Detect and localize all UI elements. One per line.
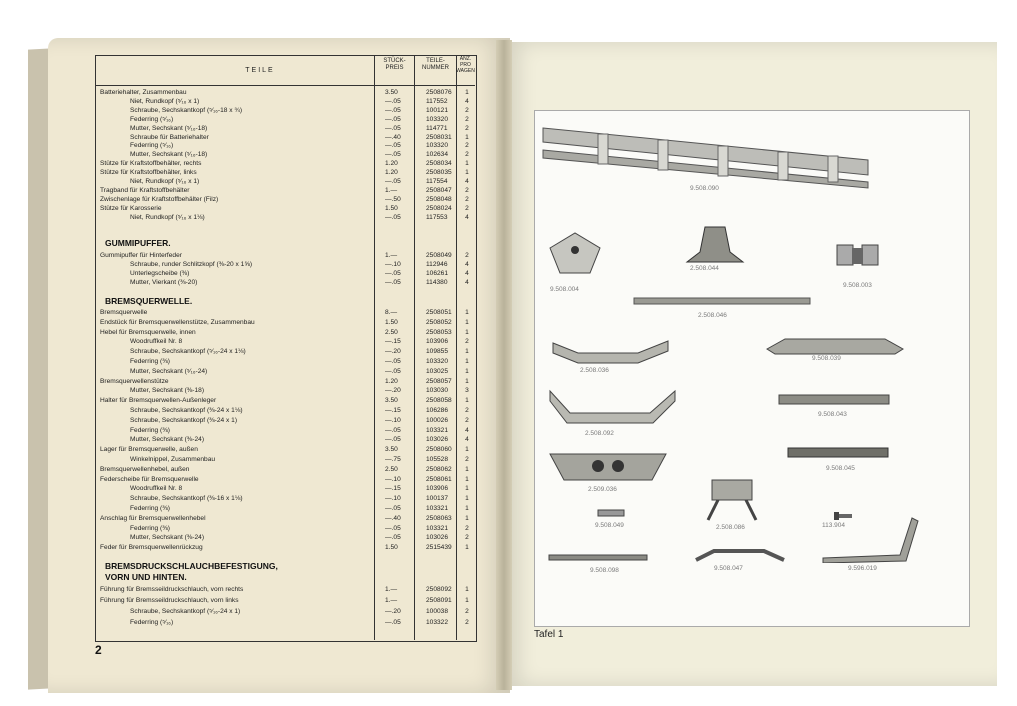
- part-number: 114771: [426, 124, 448, 132]
- part-name: Federring (⁵⁄₁₆): [130, 142, 174, 150]
- part-quantity: 1: [465, 544, 469, 552]
- part-number: 103321: [426, 524, 449, 532]
- caption-mount: 2.508.044: [690, 265, 719, 272]
- table-row: [100, 178, 470, 186]
- part-price: 1.—: [385, 586, 398, 593]
- part-name: Mutter, Sechskant (⅜-24): [130, 436, 205, 444]
- part-quantity: 2: [465, 534, 469, 542]
- part-number: 2508049: [426, 252, 452, 259]
- part-name: Batteriehalter, Zusammenbau: [100, 89, 187, 96]
- part-number: 100121: [426, 106, 449, 114]
- part-price: —.50: [385, 195, 401, 203]
- part-price: —.05: [385, 505, 401, 512]
- part-price: 2.50: [385, 328, 398, 336]
- spine: [496, 40, 512, 690]
- caption-strip-b: 9.508.045: [826, 465, 855, 472]
- part-quantity: 2: [465, 608, 469, 615]
- part-name: Tragband für Kraftstoffbehälter: [100, 186, 190, 194]
- table-row: [100, 619, 470, 627]
- part-quantity: 4: [465, 436, 469, 444]
- part-name: Federring (⅜): [130, 426, 170, 434]
- page-number: 2: [95, 643, 102, 657]
- table-row: [100, 407, 470, 415]
- table-row: [100, 417, 470, 425]
- frame-illustration: [538, 120, 878, 190]
- table-row: [100, 116, 470, 124]
- table-row: [100, 397, 470, 405]
- part-quantity: 2: [465, 115, 469, 123]
- part-quantity: 2: [465, 142, 469, 150]
- caption-strip-a: 9.508.043: [818, 411, 847, 418]
- table-row: [100, 89, 470, 97]
- part-price: 1.—: [385, 597, 398, 604]
- table-row: [100, 107, 470, 115]
- part-quantity: 2: [465, 195, 469, 203]
- part-quantity: 4: [465, 278, 469, 286]
- part-price: —.05: [385, 358, 401, 365]
- part-quantity: 4: [465, 426, 469, 434]
- table-row: [100, 446, 470, 454]
- part-name: Mutter, Sechskant (⁵⁄₁₆-18): [130, 124, 208, 132]
- small-part-illustration: [597, 508, 625, 518]
- part-quantity: 1: [465, 377, 469, 385]
- arm-illustration: [820, 513, 920, 563]
- hinge-illustration: [835, 240, 880, 275]
- caption-small-part: 9.508.049: [595, 522, 624, 529]
- part-number: 2508058: [426, 397, 452, 405]
- caption-arm: 9.596.019: [848, 565, 877, 572]
- part-price: —.05: [385, 115, 401, 123]
- part-number: 103321: [426, 426, 449, 434]
- part-name: Führung für Bremsseildruckschlauch, vorn links: [100, 597, 239, 604]
- part-quantity: 1: [465, 465, 469, 473]
- mount-illustration: [685, 222, 745, 267]
- part-price: 3.50: [385, 446, 398, 454]
- part-number: 103322: [426, 619, 449, 626]
- table-row: [100, 466, 470, 474]
- part-number: 114380: [426, 278, 448, 286]
- caption-hinge: 9.508.003: [843, 282, 872, 289]
- part-quantity: 2: [465, 252, 469, 259]
- part-name: Zwischenlage für Kraftstoffbehälter (Filz): [100, 195, 219, 203]
- part-price: 1.—: [385, 252, 398, 259]
- part-number: 103320: [426, 142, 449, 150]
- part-number: 2508053: [426, 328, 452, 336]
- part-price: —.40: [385, 133, 401, 141]
- part-price: 8.—: [385, 309, 398, 316]
- part-quantity: 4: [465, 178, 469, 185]
- part-quantity: 2: [465, 524, 469, 532]
- part-number: 100137: [426, 495, 449, 503]
- part-price: —.05: [385, 142, 401, 150]
- part-name: Endstück für Bremsquerwellenstütze, Zusammenbau: [100, 318, 255, 326]
- part-quantity: 4: [465, 260, 469, 268]
- table-row: [100, 456, 470, 464]
- part-number: 2508060: [426, 446, 452, 454]
- part-number: 2508048: [426, 195, 452, 203]
- part-price: —.05: [385, 278, 401, 286]
- part-number: 112946: [426, 260, 448, 268]
- part-number: 2508052: [426, 318, 452, 326]
- part-price: —.05: [385, 151, 401, 159]
- part-number: 2515439: [426, 544, 452, 552]
- part-number: 117554: [426, 178, 448, 185]
- part-quantity: 1: [465, 514, 469, 522]
- section-gummipuffer: GUMMIPUFFER.: [105, 238, 171, 248]
- caption-stand: 2.508.086: [716, 524, 745, 531]
- part-price: —.15: [385, 407, 401, 414]
- table-row: [100, 476, 470, 484]
- part-name: Mutter, Sechskant (⅜-18): [130, 387, 205, 395]
- part-name: Federring (⅜): [130, 505, 170, 512]
- part-name: Lager für Bremsquerwelle, außen: [100, 446, 198, 454]
- part-price: —.05: [385, 213, 401, 221]
- rod-a-illustration: [548, 551, 648, 565]
- caption-bolt: 113.904: [822, 522, 846, 529]
- part-price: —.10: [385, 416, 401, 424]
- caption-plate: 2.509.036: [588, 486, 617, 493]
- part-quantity: 1: [465, 367, 469, 375]
- part-quantity: 4: [465, 269, 469, 277]
- part-quantity: 1: [465, 309, 469, 316]
- part-number: 2508063: [426, 514, 452, 522]
- part-name: Niet, Rundkopf (⁵⁄₁₆ x 1⅛): [130, 213, 205, 221]
- part-number: 105528: [426, 456, 449, 463]
- table-row: [100, 485, 470, 493]
- part-name: Federring (⁵⁄₁₆): [130, 619, 174, 626]
- part-price: —.05: [385, 367, 401, 375]
- part-price: 1.50: [385, 204, 398, 212]
- caption-rod-a: 9.508.098: [590, 567, 619, 574]
- part-price: —.05: [385, 124, 401, 132]
- part-quantity: 2: [465, 151, 469, 159]
- table-row: [100, 436, 470, 444]
- part-name: Federscheibe für Bremsquerwelle: [100, 475, 199, 483]
- caption-rod-b: 9.508.047: [714, 565, 743, 572]
- table-row: [100, 142, 470, 150]
- caption-bar: 2.508.046: [698, 312, 727, 319]
- part-price: —.05: [385, 178, 401, 185]
- part-price: 1.20: [385, 377, 398, 385]
- header-teilenummer: TEILE- NUMMER: [422, 58, 449, 71]
- part-price: —.10: [385, 475, 401, 483]
- part-quantity: 1: [465, 358, 469, 365]
- bracket-illustration: [545, 228, 605, 283]
- part-name: Niet, Rundkopf (⁵⁄₁₆ x 1): [130, 97, 200, 105]
- part-name: Hebel für Bremsquerwelle, innen: [100, 328, 196, 336]
- part-name: Bremsquerwellenhebel, außen: [100, 465, 190, 473]
- table-row: [100, 387, 470, 395]
- part-number: 106261: [426, 269, 449, 277]
- part-name: Schraube für Batteriehalter: [130, 133, 209, 141]
- part-quantity: 1: [465, 397, 469, 405]
- part-name: Mutter, Sechskant (⁵⁄₁₆-24): [130, 367, 208, 375]
- part-quantity: 1: [465, 169, 469, 177]
- header-teile: TEILE: [245, 67, 275, 74]
- table-row: [100, 279, 470, 287]
- part-number: 2508091: [426, 597, 452, 604]
- part-name: Schraube, runder Schlitzkopf (⅜-20 x 1⅝): [130, 260, 253, 268]
- part-number: 2508061: [426, 475, 452, 483]
- part-price: —.05: [385, 524, 401, 532]
- table-row: [100, 348, 470, 356]
- part-price: —.40: [385, 514, 401, 522]
- part-name: Feder für Bremsquerwellenrückzug: [100, 544, 203, 552]
- part-name: Bremsquerwellenstütze: [100, 377, 169, 385]
- table-row: [100, 309, 470, 317]
- table-row: [100, 505, 470, 513]
- part-name: Mutter, Sechskant (⁵⁄₁₆-18): [130, 151, 208, 159]
- part-quantity: 2: [465, 619, 469, 626]
- part-name: Mutter, Sechskant (⅜-24): [130, 534, 205, 542]
- table-row: [100, 329, 470, 337]
- strip-a-illustration: [778, 393, 890, 407]
- part-number: 2508035: [426, 169, 452, 177]
- table-row: [100, 319, 470, 327]
- part-number: 2508051: [426, 309, 452, 316]
- table-row: [100, 608, 470, 616]
- part-price: 1.—: [385, 186, 398, 194]
- part-quantity: 1: [465, 485, 469, 493]
- table-row: [100, 358, 470, 366]
- part-number: 2508034: [426, 160, 452, 168]
- section-bremsquerwelle: BREMSQUERWELLE.: [105, 296, 193, 306]
- part-number: 2508031: [426, 133, 452, 141]
- part-name: Schraube, Sechskantkopf (⁵⁄₁₆-24 x 1): [130, 608, 241, 615]
- part-price: 2.50: [385, 465, 398, 473]
- table-row: [100, 151, 470, 159]
- part-number: 103906: [426, 485, 449, 493]
- plate-label: Tafel 1: [534, 629, 564, 640]
- table-row: [100, 495, 470, 503]
- part-price: 3.50: [385, 397, 398, 405]
- part-price: —.15: [385, 485, 401, 493]
- part-number: 2508047: [426, 186, 452, 194]
- part-quantity: 2: [465, 407, 469, 414]
- part-quantity: 1: [465, 328, 469, 336]
- part-name: Anschlag für Bremsquerwellenhebel: [100, 514, 206, 522]
- caption-brace-b: 9.508.039: [812, 355, 841, 362]
- table-row: [100, 261, 470, 269]
- table-row: [100, 368, 470, 376]
- part-number: 103025: [426, 367, 449, 375]
- part-price: 1.20: [385, 169, 398, 177]
- part-number: 2508062: [426, 465, 452, 473]
- part-quantity: 1: [465, 597, 469, 604]
- table-row: [100, 378, 470, 386]
- part-quantity: 1: [465, 475, 469, 483]
- part-quantity: 1: [465, 348, 469, 356]
- part-name: Winkelnippel, Zusammenbau: [130, 456, 216, 463]
- part-number: 103906: [426, 338, 449, 346]
- part-name: Schraube, Sechskantkopf (⅜-24 x 1): [130, 416, 238, 424]
- table-row: [100, 196, 470, 204]
- part-name: Stütze für Kraftstoffbehälter, links: [100, 169, 197, 177]
- part-quantity: 1: [465, 446, 469, 454]
- table-row: [100, 205, 470, 213]
- header-stueckpreis: STÜCK- PREIS: [383, 58, 406, 71]
- part-price: —.05: [385, 534, 401, 542]
- brace-a-illustration: [548, 333, 673, 368]
- part-name: Stütze für Karosserie: [100, 204, 162, 212]
- part-quantity: 4: [465, 97, 469, 105]
- part-price: —.10: [385, 495, 401, 503]
- part-price: —.10: [385, 260, 401, 268]
- part-name: Federring (⅜): [130, 358, 170, 365]
- part-number: 103320: [426, 115, 449, 123]
- part-quantity: 2: [465, 124, 469, 132]
- part-name: Mutter, Vierkant (⅜-20): [130, 278, 198, 286]
- part-number: 2508057: [426, 377, 452, 385]
- part-price: 1.50: [385, 318, 398, 326]
- rod-b-illustration: [694, 545, 786, 567]
- part-price: —.75: [385, 456, 401, 463]
- part-quantity: 4: [465, 213, 469, 221]
- part-price: —.20: [385, 387, 401, 395]
- part-quantity: 1: [465, 89, 469, 96]
- header-anzahl: ANZ. PRO WAGEN: [456, 56, 475, 74]
- part-quantity: 2: [465, 204, 469, 212]
- part-price: —.05: [385, 269, 401, 277]
- part-price: —.05: [385, 106, 401, 114]
- caption-brace-a: 2.508.036: [580, 367, 609, 374]
- part-quantity: 1: [465, 586, 469, 593]
- part-number: 103026: [426, 436, 449, 444]
- part-name: Stütze für Kraftstoffbehälter, rechts: [100, 160, 202, 168]
- part-name: Schraube, Sechskantkopf (⁵⁄₁₆-24 x 1⅛): [130, 348, 246, 356]
- caption-bracket-a: 9.508.004: [550, 286, 579, 293]
- part-name: Halter für Bremsquerwellen-Außenleger: [100, 397, 217, 405]
- part-number: 100038: [426, 608, 449, 615]
- section-schlauch-1: BREMSDRUCKSCHLAUCHBEFESTIGUNG,: [105, 561, 278, 571]
- part-quantity: 2: [465, 186, 469, 194]
- table-row: [100, 252, 470, 260]
- part-price: 1.50: [385, 544, 398, 552]
- table-row: [100, 270, 470, 278]
- table-row: [100, 214, 470, 222]
- part-quantity: 1: [465, 160, 469, 168]
- part-price: —.20: [385, 348, 401, 356]
- part-number: 103026: [426, 534, 449, 542]
- table-row: [100, 187, 470, 195]
- table-row: [100, 534, 470, 542]
- part-number: 2508076: [426, 89, 452, 96]
- stand-illustration: [700, 472, 765, 522]
- part-name: Unterlegscheibe (⅜): [130, 269, 190, 277]
- caption-frame: 9.508.090: [690, 185, 719, 192]
- part-price: —.20: [385, 608, 401, 615]
- part-number: 103321: [426, 505, 449, 512]
- section-schlauch-2: VORN UND HINTEN.: [105, 572, 187, 582]
- bar-illustration: [633, 296, 813, 308]
- part-name: Gummipuffer für Hinterfeder: [100, 252, 182, 259]
- part-price: —.05: [385, 436, 401, 444]
- table-row: [100, 597, 470, 605]
- table-row: [100, 134, 470, 142]
- part-price: 3.50: [385, 89, 398, 96]
- part-name: Führung für Bremsseildruckschlauch, vorn rechts: [100, 586, 244, 593]
- part-price: —.05: [385, 426, 401, 434]
- part-quantity: 2: [465, 416, 469, 424]
- part-name: Federring (⅜): [130, 524, 170, 532]
- part-price: —.05: [385, 619, 401, 626]
- part-name: Niet, Rundkopf (⁵⁄₁₆ x 1): [130, 178, 200, 185]
- part-name: Schraube, Sechskantkopf (⁵⁄₁₆-18 x ¾): [130, 106, 243, 114]
- part-name: Federring (⁵⁄₁₆): [130, 115, 174, 123]
- part-name: Woodruffkeil Nr. 8: [130, 338, 183, 346]
- table-row: [100, 544, 470, 552]
- part-number: 103030: [426, 387, 449, 395]
- part-number: 2508092: [426, 586, 452, 593]
- part-quantity: 1: [465, 133, 469, 141]
- brace-c-illustration: [545, 383, 680, 428]
- table-row: [100, 98, 470, 106]
- table-row: [100, 515, 470, 523]
- table-row: [100, 427, 470, 435]
- part-number: 117553: [426, 213, 448, 221]
- part-quantity: 3: [465, 387, 469, 395]
- part-price: 1.20: [385, 160, 398, 168]
- part-number: 103320: [426, 358, 449, 365]
- table-row: [100, 338, 470, 346]
- caption-brace-c: 2.508.092: [585, 430, 614, 437]
- part-number: 109855: [426, 348, 449, 356]
- part-quantity: 1: [465, 505, 469, 512]
- table-row: [100, 169, 470, 177]
- table-row: [100, 125, 470, 133]
- part-name: Schraube, Sechskantkopf (⅜-16 x 1⅛): [130, 495, 243, 503]
- plate-illustration: [548, 452, 668, 482]
- part-number: 117552: [426, 97, 448, 105]
- part-name: Schraube, Sechskantkopf (⅜-24 x 1⅛): [130, 407, 243, 414]
- strip-b-illustration: [787, 446, 889, 460]
- part-quantity: 2: [465, 338, 469, 346]
- part-number: 100026: [426, 416, 449, 424]
- part-price: —.05: [385, 97, 401, 105]
- part-name: Woodruffkeil Nr. 8: [130, 485, 183, 493]
- part-number: 102634: [426, 151, 449, 159]
- part-quantity: 1: [465, 495, 469, 503]
- table-row: [100, 160, 470, 168]
- part-quantity: 2: [465, 106, 469, 114]
- table-row: [100, 525, 470, 533]
- part-quantity: 1: [465, 318, 469, 326]
- part-number: 106286: [426, 407, 449, 414]
- part-name: Bremsquerwelle: [100, 309, 148, 316]
- table-row: [100, 586, 470, 594]
- part-quantity: 2: [465, 456, 469, 463]
- part-price: —.15: [385, 338, 401, 346]
- part-number: 2508024: [426, 204, 452, 212]
